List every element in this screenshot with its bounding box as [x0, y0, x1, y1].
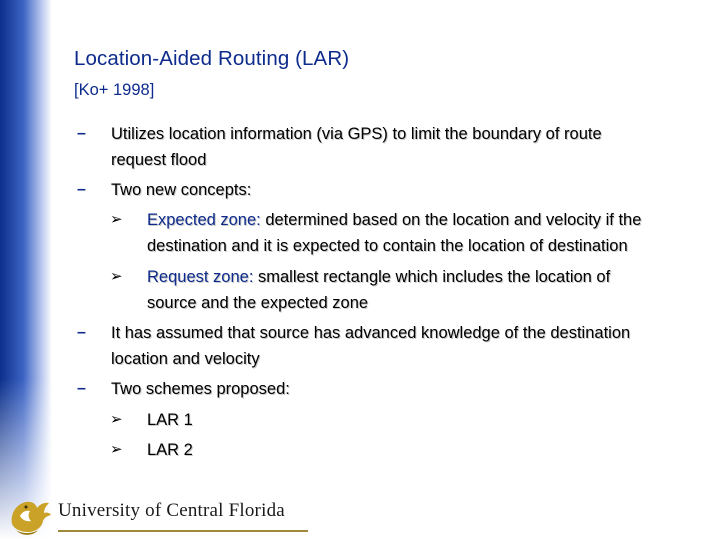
arrow-bullet-icon: ➢	[110, 268, 123, 285]
logo-underline	[58, 530, 308, 532]
arrow-bullet-icon: ➢	[110, 211, 123, 228]
list-item-line: Two schemes proposed:	[111, 380, 290, 398]
arrow-bullet-icon: ➢	[110, 411, 123, 428]
slide-subtitle: [Ko+ 1998]	[74, 81, 155, 99]
list-item-line: request flood	[111, 151, 207, 169]
dash-bullet-icon: –	[77, 324, 86, 341]
side-gradient-bar	[0, 0, 52, 540]
list-item-line: LAR 1	[147, 411, 193, 429]
list-item-line: destination and it is expected to contain the location of destination	[147, 237, 628, 255]
pegasus-logo-icon	[6, 494, 52, 538]
list-item-line: determined based on the location and velocity if the	[260, 211, 642, 229]
term-request-zone: Request zone:	[147, 268, 254, 286]
term-expected-zone: Expected zone:	[147, 211, 261, 229]
list-item	[147, 437, 697, 463]
list-item-line: Two new concepts:	[111, 181, 252, 199]
list-item-line: LAR 2	[147, 441, 193, 459]
list-item	[111, 177, 691, 203]
list-item	[111, 320, 691, 372]
dash-bullet-icon: –	[77, 125, 86, 142]
list-item-line: source and the expected zone	[147, 294, 369, 312]
list-item	[111, 121, 691, 173]
list-item-line: Utilizes location information (via GPS) to limit the boundary of route	[111, 125, 602, 143]
list-item	[147, 207, 697, 259]
list-item	[147, 264, 697, 316]
list-item	[147, 407, 697, 433]
list-item-line: location and velocity	[111, 350, 260, 368]
slide-title: Location-Aided Routing (LAR)	[74, 47, 350, 70]
list-item	[111, 376, 691, 402]
dash-bullet-icon: –	[77, 181, 86, 198]
arrow-bullet-icon: ➢	[110, 441, 123, 458]
list-item-line: smallest rectangle which includes the location of	[253, 268, 611, 286]
university-name: University of Central Florida	[58, 500, 285, 521]
list-item-line: It has assumed that source has advanced knowledge of the destination	[111, 324, 631, 342]
dash-bullet-icon: –	[77, 380, 86, 397]
